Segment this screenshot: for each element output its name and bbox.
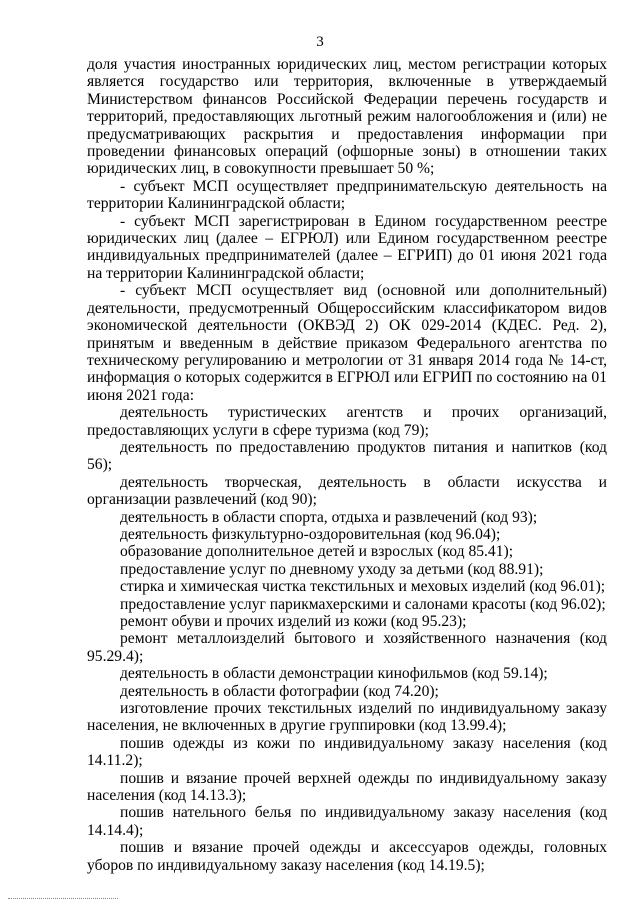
list-item: деятельность в области фотографии (код 74.20); <box>120 682 439 700</box>
list-item: деятельность в области демонстрации кинофильмов (код 59.14); <box>120 665 548 683</box>
document-body <box>87 56 607 874</box>
paragraph-okved: - субъект МСП осуществляет вид (основной или дополнительный) деятельности, предусмотренный Общероссийским классификатором видов экономической деятельности (ОКВЭД 2) ОК 029-2014 (КДЕС. Ред. 2), принятым и введенным в действие приказом Федерального агентства по техническому регулированию и метрологии от 31 января 2014 года № 14-ст, информация о которых содержится в ЕГРЮЛ или ЕГРИП по состоянию на 01 июня 2021 года: <box>87 282 607 404</box>
list-item: ремонт металлоизделий бытового и хозяйственного назначения (код 95.29.4); <box>87 630 607 665</box>
list-item: стирка и химическая чистка текстильных и меховых изделий (код 96.01); <box>120 578 606 596</box>
list-item: пошив и вязание прочей одежды и аксессуаров одежды, головных уборов по индивидуальному заказу населения (код 14.19.5); <box>87 839 607 874</box>
list-item: пошив одежды из кожи по индивидуальному заказу населения (код 14.11.2); <box>87 734 607 770</box>
footer-divider <box>8 898 118 899</box>
paragraph-offshore-share: доля участия иностранных юридических лиц, местом регистрации которых является государство или территория, включенные в утверждаемый Министерством финансов Российской Федерации перечень государств и территорий, предоставляющих льготный режим налогообложения и (или) не предусматривающих раскрытия и предоставления информации при проведении финансовых операций (офшорные зоны) в отношении таких юридических лиц, в совокупности превышает 50 %; <box>87 56 607 178</box>
list-item: ремонт обуви и прочих изделий из кожи (код 95.23); <box>120 613 467 630</box>
list-item: деятельность физкультурно-оздоровительная (код 96.04); <box>120 525 501 543</box>
list-item: предоставление услуг по дневному уходу за детьми (код 88.91); <box>120 560 544 578</box>
list-item: деятельность творческая, деятельность в области искусства и организации развлечений (код 90); <box>87 473 607 509</box>
list-item: пошив и вязание прочей верхней одежды по индивидуальному заказу населения (код 14.13.3); <box>87 769 607 805</box>
paragraph-registration: - субъект МСП зарегистрирован в Едином государственном реестре юридических лиц (далее – ЕГРЮЛ) или Едином государственном реестре индивидуальных предпринимателей (далее – ЕГРИП) до 01 июня 2021 года на территории Калининградской области; <box>87 212 607 282</box>
list-item: деятельность в области спорта, отдыха и развлечений (код 93); <box>120 508 538 526</box>
list-item: образование дополнительное детей и взрослых (код 85.41); <box>120 543 514 561</box>
list-item: пошив нательного белья по индивидуальному заказу населения (код 14.14.4); <box>87 804 607 839</box>
list-item: изготовление прочих текстильных изделий по индивидуальному заказу населения, не включенных в другие группировки (код 13.99.4); <box>87 700 607 735</box>
list-item: деятельность туристических агентств и прочих организаций, предоставляющих услуги в сфере туризма (код 79); <box>87 404 607 439</box>
list-item: предоставление услуг парикмахерскими и салонами красоты (код 96.02); <box>120 595 606 613</box>
page-number: 3 <box>316 34 324 50</box>
paragraph-activity-territory: - субъект МСП осуществляет предпринимательскую деятельность на территории Калининградской области; <box>87 177 607 213</box>
list-item: деятельность по предоставлению продуктов питания и напитков (код 56); <box>87 438 607 474</box>
